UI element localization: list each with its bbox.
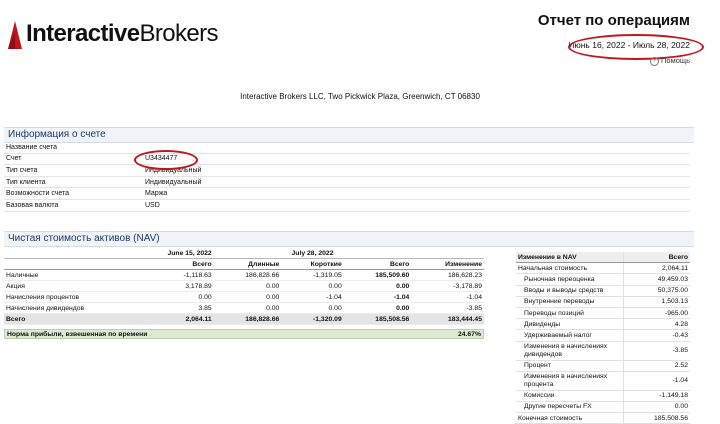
- change-row: [516, 341, 690, 360]
- nav-cell: 0.00: [281, 303, 343, 314]
- nav-header: Чистая стоимость активов (NAV): [4, 231, 694, 247]
- change-row: [516, 296, 690, 307]
- change-label: Дивиденды: [516, 319, 624, 330]
- info-key: Базовая валюта: [4, 199, 143, 211]
- nav-row: [4, 281, 484, 292]
- nav-cell: 0.00: [344, 281, 412, 292]
- nav-cell: 3,178.89: [128, 281, 214, 292]
- change-value: 50,375.00: [624, 285, 691, 296]
- change-label: Другие пересчеты FX: [516, 401, 624, 412]
- info-value: Индивидуальный: [143, 176, 690, 188]
- change-row: [516, 307, 690, 318]
- change-label: Вводы и выводы средств: [516, 285, 624, 296]
- nav-cell: 185,509.60: [344, 270, 412, 281]
- info-value: USD: [143, 199, 690, 211]
- nav-row: [4, 303, 484, 314]
- nav-cell: -3,178.89: [411, 281, 484, 292]
- change-label: Удерживаемый налог: [516, 330, 624, 341]
- nav-col-total-end: Всего: [344, 259, 412, 270]
- ib-logo: [6, 16, 218, 52]
- change-col-label: Изменение в NAV: [516, 252, 624, 263]
- nav-cell: 0.00: [214, 292, 282, 303]
- nav-cell: 0.00: [344, 303, 412, 314]
- change-row: [516, 371, 690, 390]
- nav-cell: 0.00: [128, 292, 214, 303]
- change-value: -0.43: [624, 330, 691, 341]
- report-title: Отчет по операциям: [537, 12, 690, 29]
- change-value: -1.04: [624, 371, 691, 390]
- nav-total-cell: 185,508.56: [344, 314, 412, 325]
- change-row: [516, 274, 690, 285]
- nav-date-end: July 28, 2022: [214, 248, 412, 259]
- report-period: Июнь 16, 2022 - Июль 28, 2022: [568, 40, 690, 50]
- account-info-row: [4, 142, 690, 153]
- info-value: U3434477: [143, 153, 690, 165]
- nav-cell: Акция: [4, 281, 128, 292]
- change-label: Изменения в начислениях процента: [516, 371, 624, 390]
- ib-logo-mark-icon: [6, 19, 24, 49]
- nav-cell: -3.85: [411, 303, 484, 314]
- account-highlight-oval: [134, 150, 198, 170]
- nav-row: [4, 292, 484, 303]
- broker-address: Interactive Brokers LLC, Two Pickwick Plaza, Greenwich, CT 06830: [240, 92, 480, 101]
- nav-col-total-start: Всего: [128, 259, 214, 270]
- nav-row: [4, 270, 484, 281]
- account-info-header: Информация о счете: [4, 127, 694, 143]
- change-label: Процент: [516, 360, 624, 371]
- account-info-row: [4, 165, 690, 177]
- change-label: Начальная стоимость: [516, 263, 624, 274]
- info-value: [143, 142, 690, 153]
- nav-cell: -1.04: [281, 292, 343, 303]
- change-row: [516, 330, 690, 341]
- info-key: Возможности счета: [4, 188, 143, 200]
- nav-cell: 0.00: [214, 281, 282, 292]
- twr-value: 24.67%: [457, 331, 481, 338]
- change-label: Конечная стоимость: [516, 413, 624, 424]
- info-key: Счет: [4, 153, 143, 165]
- account-info-row: [4, 188, 690, 200]
- nav-date-start: June 15, 2022: [128, 248, 214, 259]
- nav-cell: 0.00: [214, 303, 282, 314]
- change-value: 1,503.13: [624, 296, 691, 307]
- account-info-table: [4, 142, 690, 212]
- change-value: -1,149.18: [624, 390, 691, 401]
- change-row: [516, 413, 690, 424]
- info-value: Индивидуальный: [143, 165, 690, 177]
- nav-table: [4, 248, 484, 325]
- nav-col-short: Короткие: [281, 259, 343, 270]
- nav-cell: -1.04: [411, 292, 484, 303]
- info-key: Название счета: [4, 142, 143, 153]
- change-value: 4.28: [624, 319, 691, 330]
- help-link[interactable]: [650, 56, 690, 66]
- account-info-row: [4, 199, 690, 211]
- nav-total-cell: 183,444.45: [411, 314, 484, 325]
- change-label: Переводы позиций: [516, 307, 624, 318]
- nav-cell: Начисления процентов: [4, 292, 128, 303]
- nav-total-row: [4, 314, 484, 325]
- nav-cell: 0.00: [281, 281, 343, 292]
- change-label: Рыночная переоценка: [516, 274, 624, 285]
- change-label: Внутренние переводы: [516, 296, 624, 307]
- change-label: Комиссии: [516, 390, 624, 401]
- change-row: [516, 401, 690, 412]
- change-value: 185,508.56: [624, 413, 691, 424]
- change-value: -3.85: [624, 341, 691, 360]
- twr-label: Норма прибыли, взвешенная по времени: [7, 331, 148, 338]
- account-info-row: [4, 176, 690, 188]
- nav-total-cell: 2,064.11: [128, 314, 214, 325]
- change-row: [516, 360, 690, 371]
- nav-cell: -1,118.63: [128, 270, 214, 281]
- nav-cell: -1,319.05: [281, 270, 343, 281]
- nav-total-cell: Всего: [4, 314, 128, 325]
- change-value: 2.52: [624, 360, 691, 371]
- help-label: Помощь: [661, 56, 690, 65]
- change-row: [516, 390, 690, 401]
- nav-cell: -1.04: [344, 292, 412, 303]
- account-info-row: [4, 153, 690, 165]
- nav-cell: 186,628.23: [411, 270, 484, 281]
- nav-col-change: Изменение: [411, 259, 484, 270]
- change-row: [516, 263, 690, 274]
- change-row: [516, 319, 690, 330]
- twr-row: [4, 329, 484, 339]
- change-value: 0.00: [624, 401, 691, 412]
- change-value: 2,064.11: [624, 263, 691, 274]
- nav-cell: Начисления дивидендов: [4, 303, 128, 314]
- nav-cell: Наличные: [4, 270, 128, 281]
- info-value: Маржа: [143, 188, 690, 200]
- nav-total-cell: -1,320.09: [281, 314, 343, 325]
- info-key: Тип счета: [4, 165, 143, 177]
- change-label: Изменения в начислениях дивидендов: [516, 341, 624, 360]
- nav-cell: 186,828.66: [214, 270, 282, 281]
- info-key: Тип клиента: [4, 176, 143, 188]
- logo-text: InteractiveBrokers: [26, 20, 218, 47]
- nav-cell: 3.85: [128, 303, 214, 314]
- nav-col-long: Длинные: [214, 259, 282, 270]
- question-icon: ?: [650, 57, 659, 66]
- change-value: -965.00: [624, 307, 691, 318]
- nav-change-table: [516, 252, 690, 424]
- change-value: 49,459.03: [624, 274, 691, 285]
- change-col-total: Всего: [624, 252, 691, 263]
- change-row: [516, 285, 690, 296]
- nav-total-cell: 186,828.66: [214, 314, 282, 325]
